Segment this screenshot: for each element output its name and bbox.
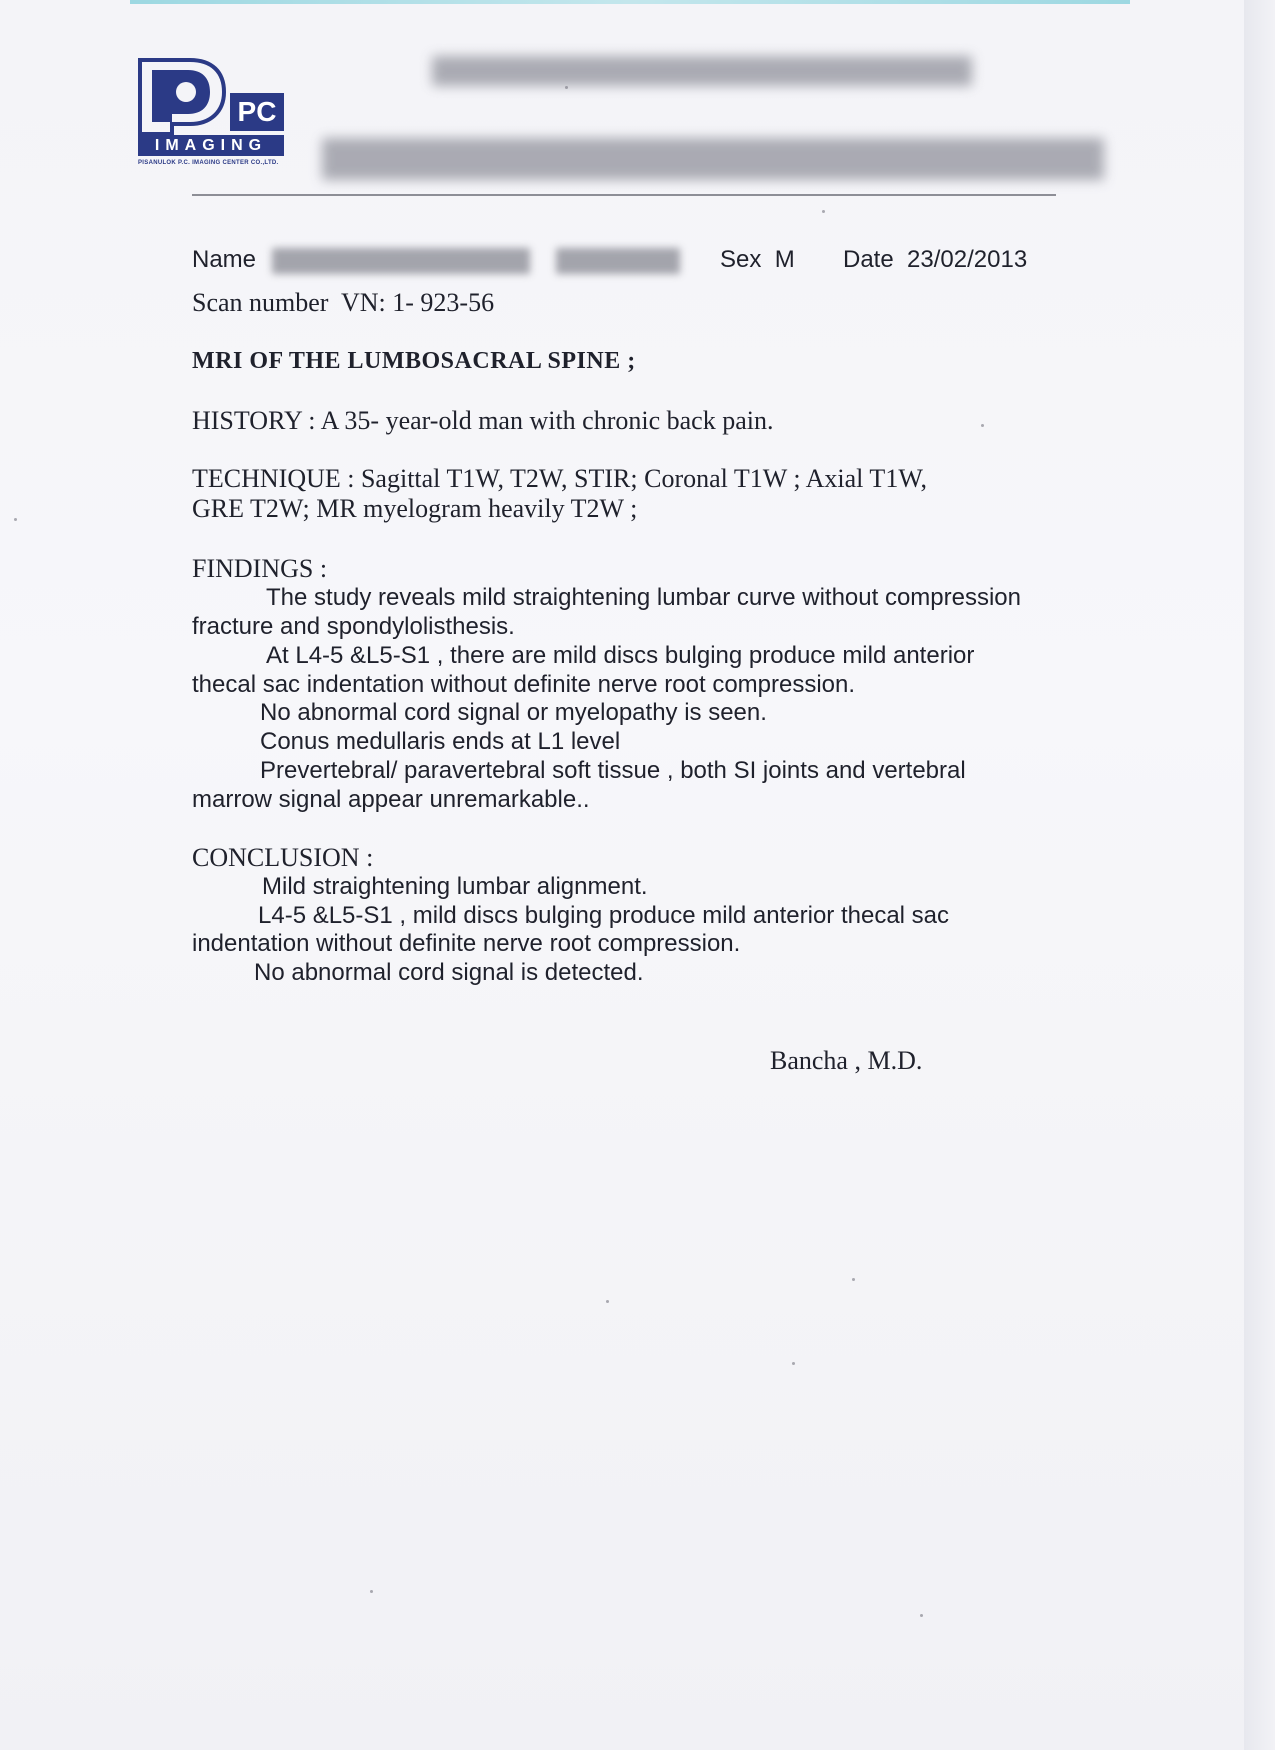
findings-line: At L4-5 &L5-S1 , there are mild discs bulging produce mild anterior: [266, 642, 975, 669]
conclusion-line: No abnormal cord signal is detected.: [254, 959, 644, 986]
findings-line: Conus medullaris ends at L1 level: [260, 728, 621, 755]
findings-line: fracture and spondylolisthesis.: [192, 613, 515, 640]
conclusion-line: Mild straightening lumbar alignment.: [262, 873, 648, 900]
redacted-patient-name-2: [556, 248, 680, 274]
logo-imaging-text: IMAGING: [138, 135, 284, 156]
technique-line-2: GRE T2W; MR myelogram heavily T2W ;: [192, 494, 638, 523]
sex-field: [720, 246, 795, 274]
pc-imaging-logo: [138, 58, 288, 173]
scan-label: Scan number: [192, 288, 329, 317]
sex-value: M: [774, 246, 795, 273]
technique-line-1: TECHNIQUE : Sagittal T1W, T2W, STIR; Coronal T1W ; Axial T1W,: [192, 464, 927, 493]
sex-label: Sex: [720, 246, 762, 273]
scan-number-field: [192, 288, 494, 318]
name-label: Name: [192, 246, 257, 273]
findings-line: The study reveals mild straightening lumbar curve without compression: [266, 584, 1022, 611]
redacted-patient-name: [272, 248, 530, 274]
date-value: 23/02/2013: [907, 246, 1028, 273]
logo-pc-text: PC: [237, 96, 277, 127]
findings-line: marrow signal appear unremarkable..: [192, 786, 590, 813]
redacted-header-line-2: [322, 138, 1104, 180]
scanner-edge: [1244, 0, 1275, 1750]
conclusion-heading: CONCLUSION :: [192, 843, 374, 872]
findings-line: thecal sac indentation without definite nerve root compression.: [192, 671, 856, 698]
findings-line: Prevertebral/ paravertebral soft tissue , both SI joints and vertebral: [260, 757, 966, 784]
date-label: Date: [843, 246, 894, 273]
history-line: HISTORY : A 35- year-old man with chronic back pain.: [192, 406, 774, 435]
scan-value: VN: 1- 923-56: [341, 288, 495, 317]
signature: Bancha , M.D.: [770, 1046, 923, 1075]
findings-heading: FINDINGS :: [192, 554, 328, 583]
redacted-header-line-1: [432, 56, 972, 86]
conclusion-line: indentation without definite nerve root compression.: [192, 930, 741, 957]
logo-caption: PISANULOK P.C. IMAGING CENTER CO.,LTD.: [138, 160, 279, 166]
findings-line: No abnormal cord signal or myelopathy is seen.: [260, 699, 767, 726]
header-divider: [192, 194, 1056, 196]
date-field: [843, 246, 1027, 274]
conclusion-line: L4-5 &L5-S1 , mild discs bulging produce mild anterior thecal sac: [258, 902, 950, 929]
page-top-edge: [130, 0, 1130, 4]
report-title: MRI OF THE LUMBOSACRAL SPINE ;: [192, 348, 636, 374]
